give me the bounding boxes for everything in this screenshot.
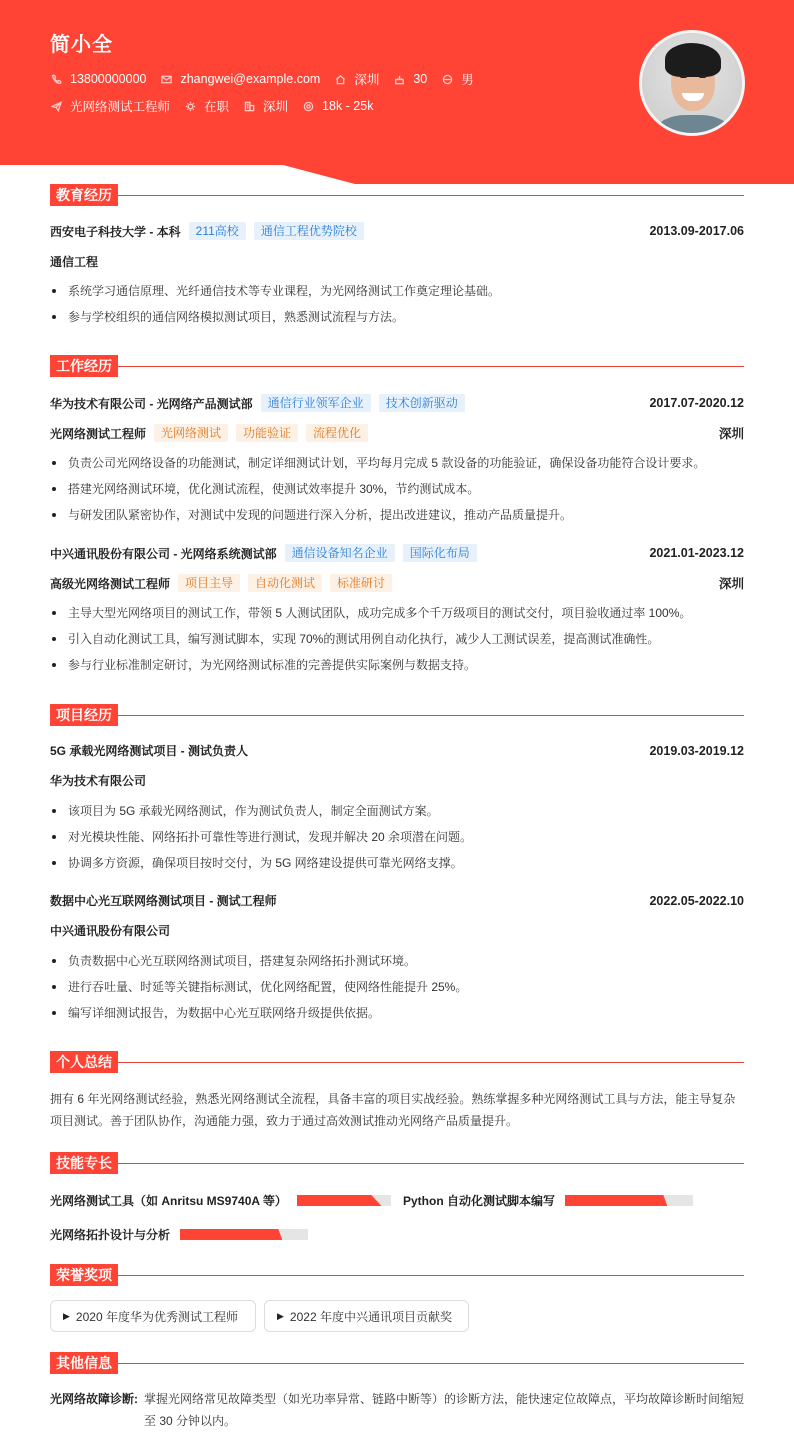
- project-org: 中兴通讯股份有限公司: [50, 924, 171, 938]
- list-item: 引入自动化测试工具，编写测试脚本，实现 70%的测试用例自动化执行，减少人工测试误差，提高测试准确性。: [50, 626, 744, 652]
- other-info-key: 光网络故障诊断:: [50, 1392, 138, 1406]
- section-awards: [50, 1264, 744, 1286]
- list-item: 主导大型光网络项目的测试工作，带领 5 人测试团队，成功完成多个千万级项目的测试交付，项目验收通过率 100%。: [50, 600, 744, 626]
- building-icon: [243, 100, 255, 112]
- cake-icon: [393, 73, 405, 85]
- work-role-row: [50, 574, 744, 592]
- email-text: zhangwei@example.com: [180, 72, 321, 86]
- age-item: [393, 72, 427, 86]
- section-title-label: 个人总结: [50, 1051, 118, 1073]
- skill-bar-fill: [565, 1195, 667, 1206]
- project-title: 数据中心光互联网络测试项目 - 测试工程师: [50, 894, 277, 908]
- award-text: 2020 年度华为优秀测试工程师: [75, 1309, 238, 1324]
- school-tag: 通信工程优势院校: [254, 222, 364, 240]
- project-bullets: [50, 948, 744, 1026]
- project-title-row: [50, 892, 744, 909]
- company-tag: 通信行业领军企业: [261, 394, 371, 412]
- phone-icon: [50, 73, 62, 85]
- work-date: 2021.01-2023.12: [649, 546, 744, 560]
- section-divider: [118, 366, 744, 367]
- age-text: 30: [413, 72, 428, 86]
- section-education: [50, 184, 744, 206]
- skill-item: [50, 1192, 391, 1209]
- role-tag: 标准研讨: [330, 574, 392, 592]
- role-tag: 光网络测试: [154, 424, 228, 442]
- work-company-row: [50, 394, 744, 412]
- award-card: [50, 1300, 256, 1332]
- status-item: [184, 97, 229, 115]
- location-item: [334, 70, 379, 88]
- section-other: [50, 1352, 744, 1374]
- gender-icon: [441, 73, 453, 85]
- section-title-label: 其他信息: [50, 1352, 118, 1374]
- section-title-label: 项目经历: [50, 704, 118, 726]
- phone-item: [50, 72, 146, 86]
- list-item: 参与学校组织的通信网络模拟测试项目，熟悉测试流程与方法。: [50, 304, 744, 330]
- role-title: 高级光网络测试工程师: [50, 576, 171, 591]
- education-header: [50, 222, 744, 240]
- section-divider: [118, 715, 744, 716]
- mail-icon: [160, 73, 172, 85]
- school-tag: 211高校: [189, 222, 246, 240]
- project-title-row: [50, 742, 744, 759]
- triangle-right-icon: ▶: [277, 1310, 284, 1321]
- role-tag: 项目主导: [178, 574, 240, 592]
- list-item: 该项目为 5G 承载光网络测试，作为测试负责人，制定全面测试方案。: [50, 798, 744, 824]
- award-text: 2022 年度中兴通讯项目贡献奖: [289, 1309, 452, 1324]
- city-text: 深圳: [263, 100, 289, 114]
- section-title-label: 工作经历: [50, 355, 118, 377]
- skill-name: Python 自动化测试脚本编写: [403, 1194, 555, 1208]
- project-org-row: [50, 922, 744, 939]
- section-skills: [50, 1152, 744, 1174]
- work-bullets: [50, 450, 744, 528]
- location-text: 深圳: [354, 73, 380, 87]
- project-org-row: [50, 772, 744, 789]
- work-city: 深圳: [718, 577, 744, 591]
- list-item: 系统学习通信原理、光纤通信技术等专业课程，为光网络测试工作奠定理论基础。: [50, 278, 744, 304]
- list-item: 对光模块性能、网络拓扑可靠性等进行测试，发现并解决 20 余项潜在问题。: [50, 824, 744, 850]
- list-item: 与研发团队紧密协作，对测试中发现的问题进行深入分析，提出改进建议，推动产品质量提升。: [50, 502, 744, 528]
- salary-item: [302, 99, 373, 113]
- role-title: 光网络测试工程师: [50, 426, 147, 441]
- project-title: 5G 承载光网络测试项目 - 测试负责人: [50, 744, 249, 758]
- award-card: [264, 1300, 469, 1332]
- company-name: 华为技术有限公司 - 光网络产品测试部: [50, 396, 253, 411]
- list-item: 负责公司光网络设备的功能测试，制定详细测试计划，平均每月完成 5 款设备的功能验证，确保设备功能符合设计要求。: [50, 450, 744, 476]
- position-item: [50, 97, 170, 115]
- project-date: 2022.05-2022.10: [649, 893, 744, 908]
- company-tag: 技术创新驱动: [379, 394, 465, 412]
- work-date: 2017.07-2020.12: [649, 396, 744, 410]
- job-intent-row: [50, 97, 387, 115]
- gender-item: [441, 70, 474, 88]
- skill-bar-fill: [297, 1195, 382, 1206]
- avatar: [639, 30, 745, 136]
- role-tag: 自动化测试: [248, 574, 322, 592]
- skill-item: [403, 1192, 693, 1209]
- company-tag: 国际化布局: [403, 544, 477, 562]
- status-text: 在职: [204, 100, 230, 114]
- company-tag: 通信设备知名企业: [285, 544, 395, 562]
- section-title-label: 教育经历: [50, 184, 118, 206]
- skill-bar-fill: [180, 1229, 282, 1240]
- work-city: 深圳: [718, 427, 744, 441]
- section-summary: [50, 1051, 744, 1073]
- project-org: 华为技术有限公司: [50, 774, 147, 788]
- education-bullets: [50, 278, 744, 330]
- salary-icon: [302, 100, 314, 112]
- list-item: 搭建光网络测试环境，优化测试流程，使测试效率提升 30%，节约测试成本。: [50, 476, 744, 502]
- section-projects: [50, 704, 744, 726]
- phone-text: 13800000000: [70, 72, 147, 86]
- school-name: 西安电子科技大学 - 本科: [50, 224, 181, 239]
- skill-item: [50, 1226, 308, 1243]
- skill-name: 光网络测试工具（如 Anritsu MS9740A 等）: [50, 1194, 287, 1208]
- section-divider: [118, 1275, 744, 1276]
- project-date: 2019.03-2019.12: [649, 743, 744, 758]
- other-info-value: 掌握光网络常见故障类型（如光功率异常、链路中断等）的诊断方法，能快速定位故障点，平均故障诊断时间缩短至 30 分钟以内。: [144, 1392, 745, 1428]
- major: 通信工程: [50, 255, 99, 269]
- other-info-item: [50, 1388, 744, 1432]
- company-name: 中兴通讯股份有限公司 - 光网络系统测试部: [50, 546, 277, 561]
- work-bullets: [50, 600, 744, 678]
- candidate-name: 简小全: [50, 34, 113, 56]
- summary-text: 拥有 6 年光网络测试经验，熟悉光网络测试全流程，具备丰富的项目实战经验。熟练掌握多种光网络测试工具与方法，能主导复杂项目测试。善于团队协作，沟通能力强，致力于通过高效测试推动光网络产品质量提升。: [50, 1092, 736, 1128]
- triangle-right-icon: ▶: [63, 1310, 70, 1321]
- home-icon: [334, 73, 346, 85]
- list-item: 协调多方资源，确保项目按时交付，为 5G 网络建设提供可靠光网络支撑。: [50, 850, 744, 876]
- position-text: 光网络测试工程师: [70, 100, 171, 114]
- section-work: [50, 355, 744, 377]
- skill-name: 光网络拓扑设计与分析: [50, 1228, 171, 1242]
- status-icon: [184, 100, 196, 112]
- skill-bar: [565, 1195, 693, 1206]
- email-item: [160, 72, 320, 86]
- contact-row: [50, 70, 488, 88]
- section-divider: [118, 1363, 744, 1364]
- role-tag: 功能验证: [236, 424, 298, 442]
- work-role-row: [50, 424, 744, 442]
- education-date: 2013.09-2017.06: [649, 224, 744, 238]
- section-divider: [118, 1062, 744, 1063]
- work-company-row: [50, 544, 744, 562]
- list-item: 编写详细测试报告，为数据中心光互联网络升级提供依据。: [50, 1000, 744, 1026]
- section-title-label: 技能专长: [50, 1152, 118, 1174]
- gender-text: 男: [461, 73, 474, 87]
- skill-bar: [297, 1195, 391, 1206]
- list-item: 参与行业标准制定研讨，为光网络测试标准的完善提供实际案例与数据支持。: [50, 652, 744, 678]
- role-tag: 流程优化: [306, 424, 368, 442]
- section-divider: [118, 1163, 744, 1164]
- major-row: [50, 253, 744, 270]
- project-bullets: [50, 798, 744, 876]
- city-item: [243, 97, 288, 115]
- list-item: 负责数据中心光互联网络测试项目，搭建复杂网络拓扑测试环境。: [50, 948, 744, 974]
- salary-text: 18k - 25k: [322, 99, 374, 113]
- send-icon: [50, 100, 62, 112]
- list-item: 进行吞吐量、时延等关键指标测试，优化网络配置，使网络性能提升 25%。: [50, 974, 744, 1000]
- skill-bar: [180, 1229, 308, 1240]
- section-title-label: 荣誉奖项: [50, 1264, 118, 1286]
- section-divider: [118, 195, 744, 196]
